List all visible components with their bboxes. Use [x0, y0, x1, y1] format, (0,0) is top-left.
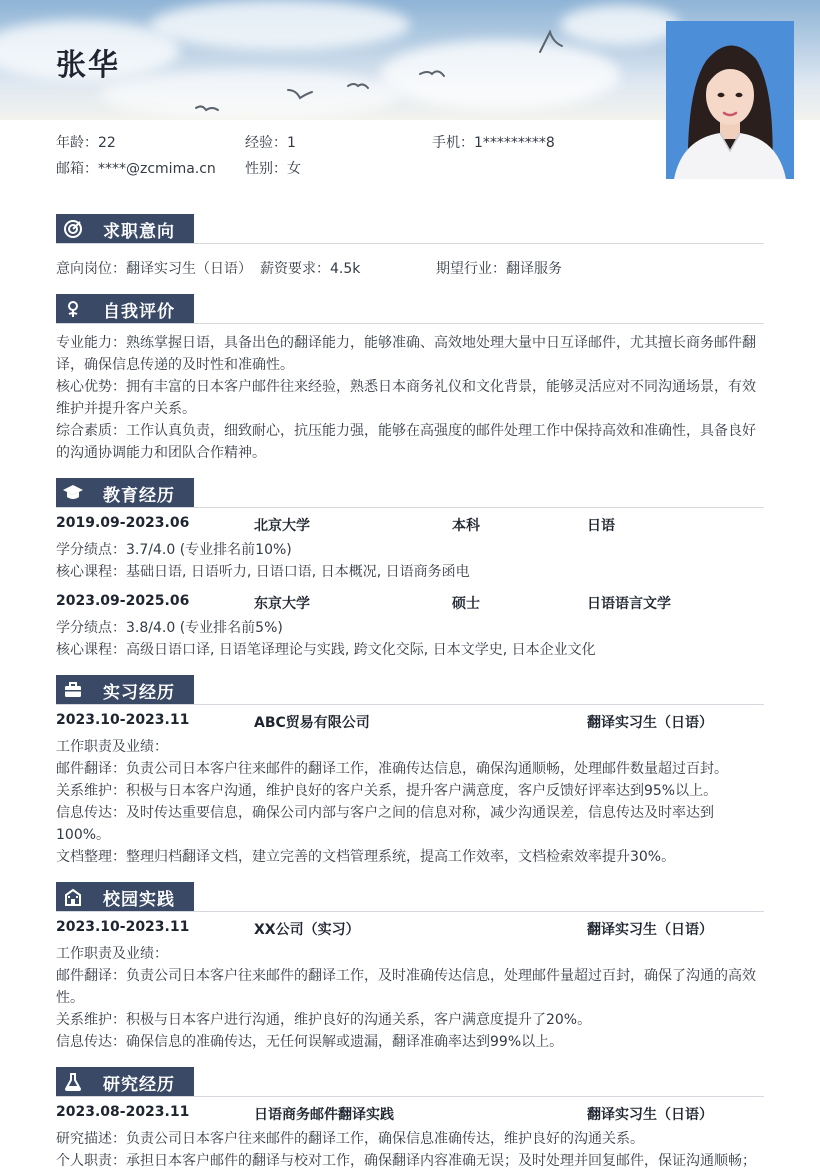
campus-line: 邮件翻译：负责公司日本客户往来邮件的翻译工作，及时准确传达信息，处理邮件量超过百封，确保了沟通的高效性。	[56, 968, 756, 1006]
intent-industry: 期望行业：翻译服务	[436, 261, 562, 277]
target-icon	[59, 214, 87, 244]
gender-text: 性别：女	[245, 161, 301, 177]
campus-entry	[56, 919, 768, 941]
edu-school: 北京大学	[254, 518, 310, 534]
age-text: 年龄：22	[56, 135, 116, 151]
edu-period: 2019.09-2023.06	[56, 515, 190, 531]
section-header-internship	[56, 675, 194, 705]
section-divider	[56, 911, 764, 912]
flask-icon	[59, 1067, 87, 1097]
edu-gpa: 学分绩点：3.7/4.0 (专业排名前10%)	[56, 542, 292, 558]
experience-text: 经验：1	[245, 135, 296, 151]
edu-degree: 硕士	[452, 596, 480, 612]
section-title: 自我评价	[103, 301, 175, 322]
edu-major: 日语语言文学	[587, 596, 671, 612]
section-title: 教育经历	[103, 485, 175, 506]
intern-period: 2023.10-2023.11	[56, 712, 190, 728]
section-title: 研究经历	[103, 1074, 175, 1095]
section-divider	[56, 323, 764, 324]
section-header-education	[56, 478, 194, 508]
edu-gpa: 学分绩点：3.8/4.0 (专业排名前5%)	[56, 620, 283, 636]
edu-school: 东京大学	[254, 596, 310, 612]
education-entry	[56, 593, 768, 615]
research-line: 研究描述：负责公司日本客户往来邮件的翻译工作，确保信息准确传达，维护良好的沟通关系。	[56, 1131, 644, 1147]
intent-position: 意向岗位：翻译实习生（日语）	[56, 261, 252, 277]
campus-line: 工作职责及业绩：	[56, 946, 168, 962]
flower-icon	[59, 294, 87, 324]
self-eval-item: 专业能力：熟练掌握日语，具备出色的翻译能力，能够准确、高效地处理大量中日互译邮件，尤其擅长商务邮件翻译，确保信息传递的及时性和准确性。	[56, 335, 756, 373]
intern-line: 邮件翻译：负责公司日本客户往来邮件的翻译工作，准确传达信息，确保沟通顺畅，处理邮件数量超过百封。	[56, 761, 728, 777]
graduation-cap-icon	[59, 478, 87, 508]
section-divider	[56, 507, 764, 508]
edu-degree: 本科	[452, 518, 480, 534]
section-header-research	[56, 1067, 194, 1097]
research-period: 2023.08-2023.11	[56, 1104, 190, 1120]
self-eval-item: 综合素质：工作认真负责，细致耐心，抗压能力强，能够在高强度的邮件处理工作中保持高效和准确性，具备良好的沟通协调能力和团队合作精神。	[56, 423, 756, 461]
research-line: 个人职责：承担日本客户邮件的翻译与校对工作，确保翻译内容准确无误；及时处理并回复邮件，保证沟通顺畅；	[56, 1153, 756, 1169]
edu-major: 日语	[587, 518, 615, 534]
phone-text: 手机：1*********8	[432, 135, 555, 151]
section-header-intent	[56, 214, 194, 244]
email-text: 邮箱：****@zcmima.cn	[56, 161, 216, 177]
campus-line: 关系维护：积极与日本客户进行沟通，维护良好的沟通关系，客户满意度提升了20%。	[56, 1012, 592, 1028]
campus-role: 翻译实习生（日语）	[587, 922, 713, 938]
edu-courses: 核心课程：基础日语, 日语听力, 日语口语, 日本概况, 日语商务函电	[56, 564, 470, 580]
school-building-icon	[59, 882, 87, 912]
profile-photo	[666, 21, 794, 179]
campus-line: 信息传达：确保信息的准确传达，无任何误解或遗漏，翻译准确率达到99%以上。	[56, 1034, 564, 1050]
internship-entry	[56, 712, 768, 734]
section-header-campus	[56, 882, 194, 912]
section-divider	[56, 704, 764, 705]
research-project: 日语商务邮件翻译实践	[254, 1107, 394, 1123]
candidate-name: 张华	[56, 48, 120, 83]
intern-line: 文档整理：整理归档翻译文档，建立完善的文档管理系统，提高工作效率，文档检索效率提升30%。	[56, 849, 676, 865]
intern-line: 信息传达：及时传达重要信息，确保公司内部与客户之间的信息对称，减少沟通误差，信息传达及时率达到100%。	[56, 805, 714, 843]
edu-courses: 核心课程：高级日语口译, 日语笔译理论与实践, 跨文化交际, 日本文学史, 日本企业文化	[56, 642, 596, 658]
section-header-self	[56, 294, 194, 324]
campus-period: 2023.10-2023.11	[56, 919, 190, 935]
intern-line: 关系维护：积极与日本客户沟通，维护良好的客户关系，提升客户满意度，客户反馈好评率达到95%以上。	[56, 783, 718, 799]
intent-salary: 薪资要求：4.5k	[260, 261, 361, 277]
section-title: 实习经历	[103, 682, 175, 703]
research-role: 翻译实习生（日语）	[587, 1107, 713, 1123]
edu-period: 2023.09-2025.06	[56, 593, 190, 609]
campus-company: XX公司（实习）	[254, 922, 360, 938]
education-entry	[56, 515, 768, 537]
intern-company: ABC贸易有限公司	[254, 715, 370, 731]
intern-role: 翻译实习生（日语）	[587, 715, 713, 731]
intern-line: 工作职责及业绩：	[56, 739, 168, 755]
section-title: 求职意向	[103, 221, 175, 242]
section-title: 校园实践	[103, 889, 175, 910]
self-eval-item: 核心优势：拥有丰富的日本客户邮件往来经验，熟悉日本商务礼仪和文化背景，能够灵活应对不同沟通场景，有效维护并提升客户关系。	[56, 379, 756, 417]
section-divider	[56, 1096, 764, 1097]
briefcase-icon	[59, 675, 87, 705]
section-divider	[56, 243, 764, 244]
research-entry	[56, 1104, 768, 1126]
